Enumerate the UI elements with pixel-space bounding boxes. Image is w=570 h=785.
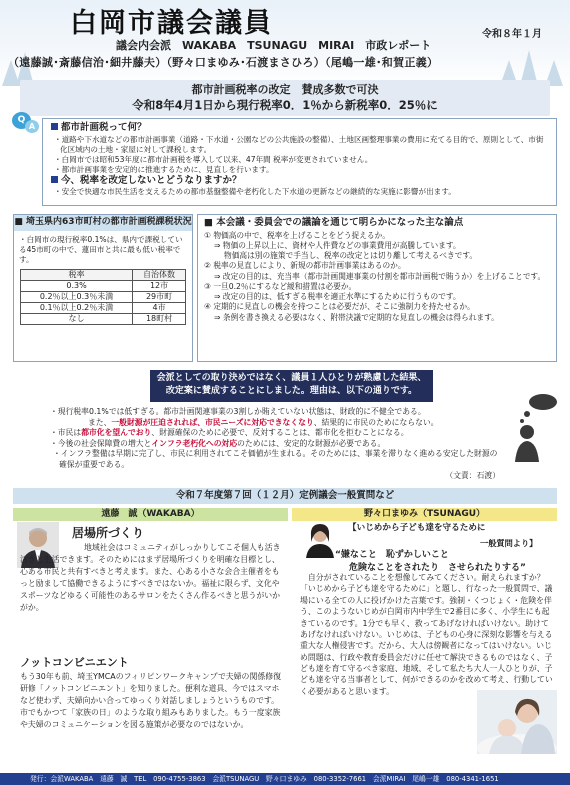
banner-line-2: 改定案に賛成することにしました。理由は、以下の通りです。 bbox=[165, 386, 418, 397]
nonoguchi-text: 自分がされていることを想像してみてください。耐えられますか？「いじめから子ども達を守るために」と題し、行なった一般質問で、議場にいる全ての人に投げかけた言葉です。強制・くつじょく・危険を伴う、このようないじめが白岡市内中学生で2番目に多く、小学生にも起きているのです。1分でも早く、救ってあげなければいけない。助けてあげなければいけない。いじめは、子どもの心身に深刻な影響を与える重大な人権侵害です。だから、大人は傍観者になってはいけない。いじめ問題は、行政や教育委員会だけに任せて解決できるものではなく、子ども達を育て守るべき家庭、地域、そして私たち大人一人ひとりが、子ども達を守る当事者として、何ができるのかを改めて考え、行動していく必要があると思います。 bbox=[300, 573, 553, 696]
footer-contact: 発行：会派WAKABA 遠藤 誠 TEL 090-4755-3863 会派TSUNAGU 野々口まゆみ 080-3352-7661 会派MIRAI 尾嶋一雄 080-4341-1651 bbox=[0, 773, 570, 785]
square-bullet-icon bbox=[51, 176, 58, 183]
table-row bbox=[21, 314, 186, 325]
table-header-row bbox=[21, 270, 186, 281]
endo-heading-1: 居場所づくり bbox=[72, 526, 145, 540]
discussion-answer: 物価高は別の施策で手当し、税率の改定とは切り離して考えるべきです。 bbox=[224, 251, 478, 261]
discussion-question: ② 税率の見直しにより、新規の都市計画事業はあるのか。 bbox=[204, 261, 406, 271]
table-row bbox=[21, 281, 186, 292]
discussion-box bbox=[197, 214, 557, 362]
a-bubble: A bbox=[25, 120, 39, 133]
table-cell: なし bbox=[21, 314, 133, 325]
lead-line-1: 都市計画税率の改定 賛成多数で可決 bbox=[191, 83, 379, 96]
endo-text-1: 地域社会はコミュニティがしっかりしてこそ個人も活き活きと生活できます。そのためにはまず居場所づくりを明確な目標とし、心ある市民と共有すべきと考えます。また、心ある小さな会合主催者をもっと励まして協働できるようにすべきではないか。福祉に限らず、文化やスポーツなどゆるく可能性のあるサロンをたくさん作るべきと思うがいかがか。 bbox=[20, 543, 281, 613]
endo-text-2: もう30年も前、埼玉YMCAのフィリピンワークキャンプで夫婦の関係修復研修「ノットコンビニエント」を知りました。便利な道具、今ではスマホなど使わず、夫婦向かい合ってゆっくり対話しましょうというものです。市でもかつて「家族の日」のような取り組みもありました。もう一度家族や夫婦のコミュニケーションを図る施策が必要なのではないか。 bbox=[20, 672, 282, 730]
answer-bullet: ・道路や下水道などの都市計画事業（道路・下水道・公園などの公共施設の整備）、土地区画整理事業の費用に充てる目的で、原則として、市街化区域内の土地・家屋に対して課税します。 bbox=[54, 134, 544, 154]
nonoguchi-name-bar: 野々口まゆみ（TSUNAGU） bbox=[292, 508, 557, 521]
qa-icon bbox=[12, 108, 42, 134]
answer-bullet: ・安全で快適な市民生活を支えるための都市基盤整備や老朽化した下水道の更新などの継続的な実施に影響が出ます。 bbox=[54, 187, 456, 197]
endo-name-bar: 遠藤 誠（WAKABA） bbox=[13, 508, 288, 521]
table-cell: 12市 bbox=[133, 281, 186, 292]
table-cell: 29市町 bbox=[133, 292, 186, 303]
issue-date: 令和８年１月 bbox=[482, 29, 542, 40]
table-row bbox=[21, 292, 186, 303]
discussion-answer: ⇒ 条例を書き換える必要はなく、附帯決議で定期的な見直しの機会は得られます。 bbox=[214, 312, 499, 322]
header-banner bbox=[0, 0, 570, 86]
saitama-text: ・白岡市の現行税率0.1%は、県内で課税している45市町の中で、蓮田市と共に最も低い税率です。 bbox=[19, 234, 183, 265]
banner-line-1: 会派としての取り決めではなく、議員１人ひとりが熟慮した結果、 bbox=[156, 373, 427, 383]
square-bullet-icon bbox=[51, 123, 58, 130]
newsletter-subtitle: 議会内会派 WAKABA TSUNAGU MIRAI 市政レポート bbox=[116, 39, 432, 52]
table-header: 税率 bbox=[21, 270, 133, 281]
qa-box bbox=[42, 118, 557, 206]
reasons-list bbox=[50, 407, 500, 481]
decision-banner bbox=[150, 370, 433, 402]
q-bubble: Q bbox=[12, 112, 31, 129]
discussion-question: ③ 一旦0.2％にするなど緩和措置は必要か。 bbox=[204, 281, 357, 291]
saitama-tax-box bbox=[13, 214, 193, 362]
answer-bullet: ・都市計画事業を安定的に推進するために、見直しを行います。 bbox=[54, 164, 274, 174]
lead-line-2: 令和8年4月1日から現行税率0．1％から新税率0．25％に bbox=[132, 97, 438, 112]
table-cell: 0.1％以上0.2％未満 bbox=[21, 303, 133, 314]
question-heading: 今、税率を改定しないとどうなりますか？ bbox=[51, 175, 548, 188]
nonoguchi-title-2: 一般質問より】 bbox=[480, 538, 538, 548]
author-note: （文責：石渡） bbox=[445, 470, 500, 480]
table-cell: 0.2％以上0.3％未満 bbox=[21, 292, 133, 303]
lead-headline bbox=[20, 80, 550, 116]
reason-item: ・市民は都市化を望んでおり、財源確保のために必要で、反対することは、都市化を拒むことになる。 bbox=[50, 428, 409, 438]
endo-heading-2: ノットコンビニエント bbox=[20, 656, 129, 669]
reason-item-cont: また、一般財源が圧迫されれば、市民ニーズに対応できなくなり、結果的に市民のためにならない。 bbox=[88, 417, 439, 427]
question-heading: 都市計画税って何？ bbox=[51, 122, 548, 135]
nonoguchi-quote: “嫌なこと 恥ずかしいこと 危険なことをされたり させられたりする” bbox=[335, 550, 526, 574]
reason-item: ・今後の社会保障費の増大とインフラ老朽化への対応のためには、安定的な財源が必要である。 bbox=[50, 438, 386, 448]
table-header: 自治体数 bbox=[133, 270, 186, 281]
discussion-answer: ⇒ 物価の上昇以上に、資材や人件費などの事業費用が高騰しています。 bbox=[214, 240, 461, 250]
discussion-question: ① 物価高の中で、税率を上げることをどう捉えるか。 bbox=[204, 230, 390, 240]
table-cell: 18町村 bbox=[133, 314, 186, 325]
reason-item: ・現行税率0.1%では低すぎる。都市計画関連事業の3割しか賄えていない状態は、財政的に不健全である。 bbox=[50, 407, 426, 416]
newsletter-title: 白岡市議会議員 bbox=[70, 8, 273, 39]
section-heading: 令和７年度第７回（１２月）定例議会一般質問など bbox=[13, 488, 557, 504]
answer-bullet: ・白岡市では昭和53年度に都市計画税を導入して以来、47年間 税率が変更されていません。 bbox=[54, 154, 373, 164]
mother-child-photo bbox=[477, 690, 557, 754]
discussion-question: ④ 定期的に見直しの機会を持つことは必要だが、そこに強制力を持たせるか。 bbox=[204, 302, 475, 312]
table-cell: 0.3% bbox=[21, 281, 133, 292]
discussion-answer: ⇒ 改定の目的は、充当率（都市計画関連事業の付割を都市計画税で賄うか）を上げることです。 bbox=[214, 271, 546, 281]
nonoguchi-title: 【いじめから子ども達を守るために bbox=[348, 523, 486, 533]
saitama-heading: ■ 埼玉県内63市町村の都市計画税課税状況 bbox=[14, 215, 192, 231]
reason-item: ・インフラ整備は早期に完了し、市民に利用されてこそ価値が生まれる。そのためには、事業を滞りなく進める安定した財源の確保が重要である。 bbox=[53, 449, 498, 469]
tax-rate-table bbox=[20, 269, 186, 325]
discussion-answer: ⇒ 改定の目的は、低すぎる税率を適正水準にするために行うものです。 bbox=[214, 292, 461, 302]
member-list: （遠藤誠･斎藤信治･細井藤夫）（野々口まゆみ･石渡まさひろ）（尾嶋一雄･和賀正義） bbox=[8, 56, 439, 69]
thinking-person-icon bbox=[505, 392, 560, 466]
discussion-heading: ■ 本会議・委員会での議論を通じて明らかになった主な論点 bbox=[204, 217, 464, 228]
table-row bbox=[21, 303, 186, 314]
table-cell: 4市 bbox=[133, 303, 186, 314]
